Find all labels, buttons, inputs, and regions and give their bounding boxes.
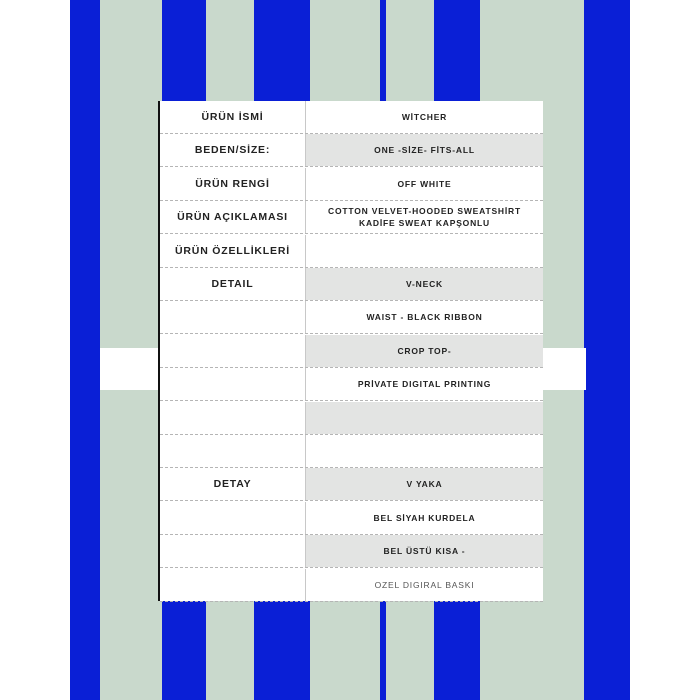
row-label [160,368,306,400]
row-label: ÜRÜN RENGİ [160,168,306,200]
row-value: OFF WHITE [397,178,452,189]
row-label [160,402,306,434]
table-row [160,134,543,167]
table-row [160,535,543,568]
table-row [160,502,543,535]
row-value: BEL ÜSTÜ KISA - [306,535,543,567]
band-blue-left [70,348,100,390]
row-label [160,535,306,567]
row-label [160,569,306,601]
table-row [160,301,543,334]
table-row [160,569,543,602]
table-row [160,468,543,501]
row-label: ÜRÜN ÖZELLİKLERİ [160,235,306,267]
row-label: ÜRÜN İSMİ [160,101,306,133]
row-value: CROP TOP- [306,335,543,367]
row-value: PRİVATE DIGITAL PRINTING [357,379,492,390]
row-value [306,435,543,467]
row-label [160,502,306,534]
row-value: WAIST - BLACK RIBBON [366,312,483,323]
row-label [160,435,306,467]
row-value: OZEL DIGIRAL BASKI [374,579,475,590]
table-row [160,435,543,468]
row-value [306,402,543,434]
table-row [160,335,543,368]
row-label: DETAIL [160,268,306,300]
table-row [160,368,543,401]
band-blue-right [586,348,630,390]
row-label: ÜRÜN AÇIKLAMASI [160,201,306,233]
row-value: WİTCHER [401,112,448,122]
row-value [306,235,543,267]
row-value: ONE -SİZE- FİTS-ALL [306,134,543,166]
table-row [160,402,543,435]
row-value: V-NECK [306,268,543,300]
row-label [160,335,306,367]
row-label: BEDEN/SİZE: [160,134,306,166]
row-value: V YAKA [306,468,543,500]
product-info-table [158,101,543,601]
table-row [160,201,543,234]
table-row [160,168,543,201]
row-value: COTTON VELVET-HOODED SWEATSHİRT KADİFE SWEAT KAPŞONLU [328,206,521,229]
row-value: BEL SİYAH KURDELA [373,512,476,523]
row-label [160,301,306,333]
row-label: DETAY [160,468,306,500]
table-row [160,101,543,134]
table-row [160,235,543,268]
table-row [160,268,543,301]
